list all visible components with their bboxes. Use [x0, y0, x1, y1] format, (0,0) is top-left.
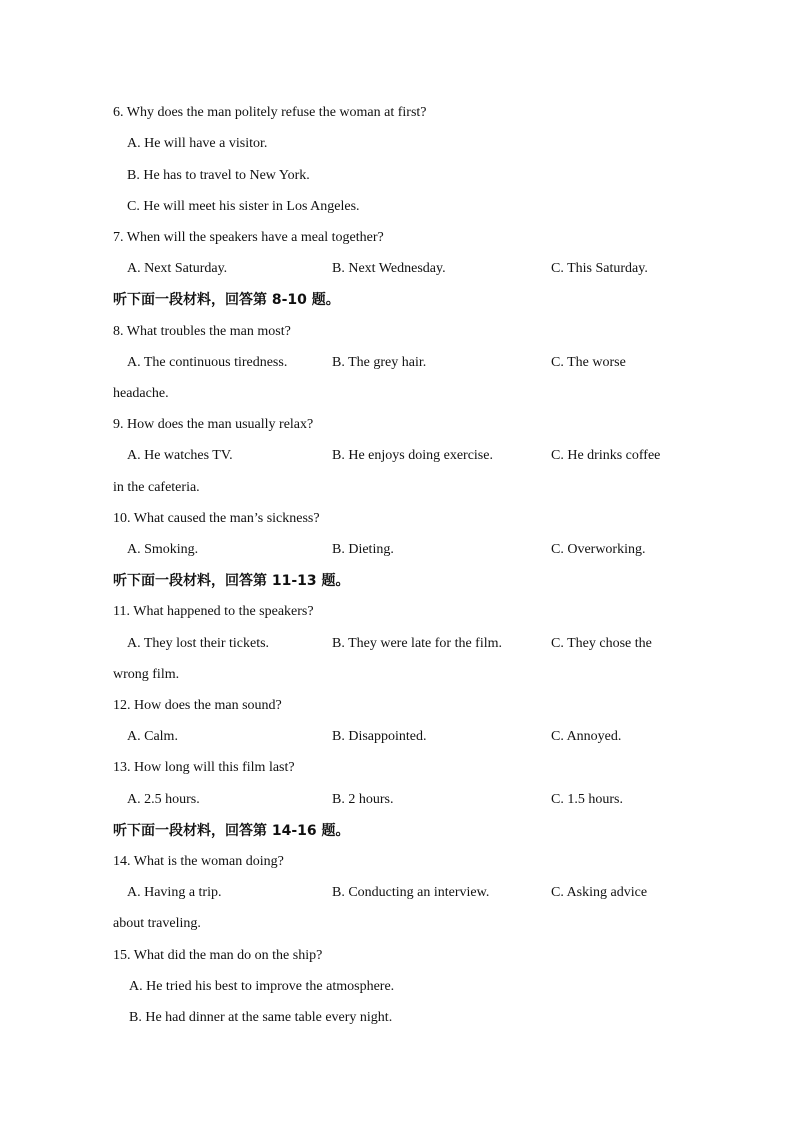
question-10-option-a: A. Smoking.: [127, 542, 199, 557]
question-9-option-b: B. He enjoys doing exercise.: [332, 448, 493, 463]
question-11-stem: 11. What happened to the speakers?: [113, 604, 314, 619]
question-15-option-a: A. He tried his best to improve the atmosphere.: [129, 979, 395, 994]
question-15-option-b: B. He had dinner at the same table every night.: [129, 1010, 393, 1025]
question-7-option-c: C. This Saturday.: [551, 261, 648, 276]
question-8-option-c-continued: headache.: [113, 386, 169, 401]
question-12-option-a: A. Calm.: [127, 729, 178, 744]
question-12-stem: 12. How does the man sound?: [113, 698, 282, 713]
section-heading-14-16: 听下面一段材料，回答第 14-16 题。: [113, 823, 350, 839]
question-14-option-a: A. Having a trip.: [127, 885, 222, 900]
question-11-option-b: B. They were late for the film.: [332, 636, 503, 651]
question-7-stem: 7. When will the speakers have a meal together?: [113, 230, 384, 245]
question-12-option-b: B. Disappointed.: [332, 729, 427, 744]
question-13-option-a: A. 2.5 hours.: [127, 792, 200, 807]
question-10-stem: 10. What caused the man’s sickness?: [113, 511, 320, 526]
question-13-option-c: C. 1.5 hours.: [551, 792, 623, 807]
question-14-stem: 14. What is the woman doing?: [113, 854, 284, 869]
question-6-option-a: A. He will have a visitor.: [127, 136, 268, 151]
question-10-option-b: B. Dieting.: [332, 542, 394, 557]
section-heading-11-13: 听下面一段材料，回答第 11-13 题。: [113, 573, 350, 589]
question-8-option-a: A. The continuous tiredness.: [127, 355, 288, 370]
question-13-option-b: B. 2 hours.: [332, 792, 394, 807]
question-11-option-c: C. They chose the: [551, 636, 652, 651]
question-15-stem: 15. What did the man do on the ship?: [113, 948, 323, 963]
question-9-option-a: A. He watches TV.: [127, 448, 233, 463]
question-12-option-c: C. Annoyed.: [551, 729, 622, 744]
question-11-option-a: A. They lost their tickets.: [127, 636, 270, 651]
question-10-option-c: C. Overworking.: [551, 542, 646, 557]
question-9-option-c: C. He drinks coffee: [551, 448, 661, 463]
question-7-option-b: B. Next Wednesday.: [332, 261, 446, 276]
question-6-option-b: B. He has to travel to New York.: [127, 168, 310, 183]
question-11-option-c-continued: wrong film.: [113, 667, 180, 682]
question-8-option-c: C. The worse: [551, 355, 626, 370]
question-8-stem: 8. What troubles the man most?: [113, 324, 291, 339]
question-6-option-c: C. He will meet his sister in Los Angeles.: [127, 199, 360, 214]
section-heading-8-10: 听下面一段材料，回答第 8-10 题。: [113, 292, 340, 308]
question-14-option-c: C. Asking advice: [551, 885, 648, 900]
question-9-stem: 9. How does the man usually relax?: [113, 417, 314, 432]
question-7-option-a: A. Next Saturday.: [127, 261, 228, 276]
question-14-option-b: B. Conducting an interview.: [332, 885, 490, 900]
question-14-option-c-continued: about traveling.: [113, 916, 201, 931]
question-6-stem: 6. Why does the man politely refuse the woman at first?: [113, 105, 427, 120]
question-13-stem: 13. How long will this film last?: [113, 760, 295, 775]
question-9-option-c-continued: in the cafeteria.: [113, 480, 200, 495]
question-8-option-b: B. The grey hair.: [332, 355, 427, 370]
